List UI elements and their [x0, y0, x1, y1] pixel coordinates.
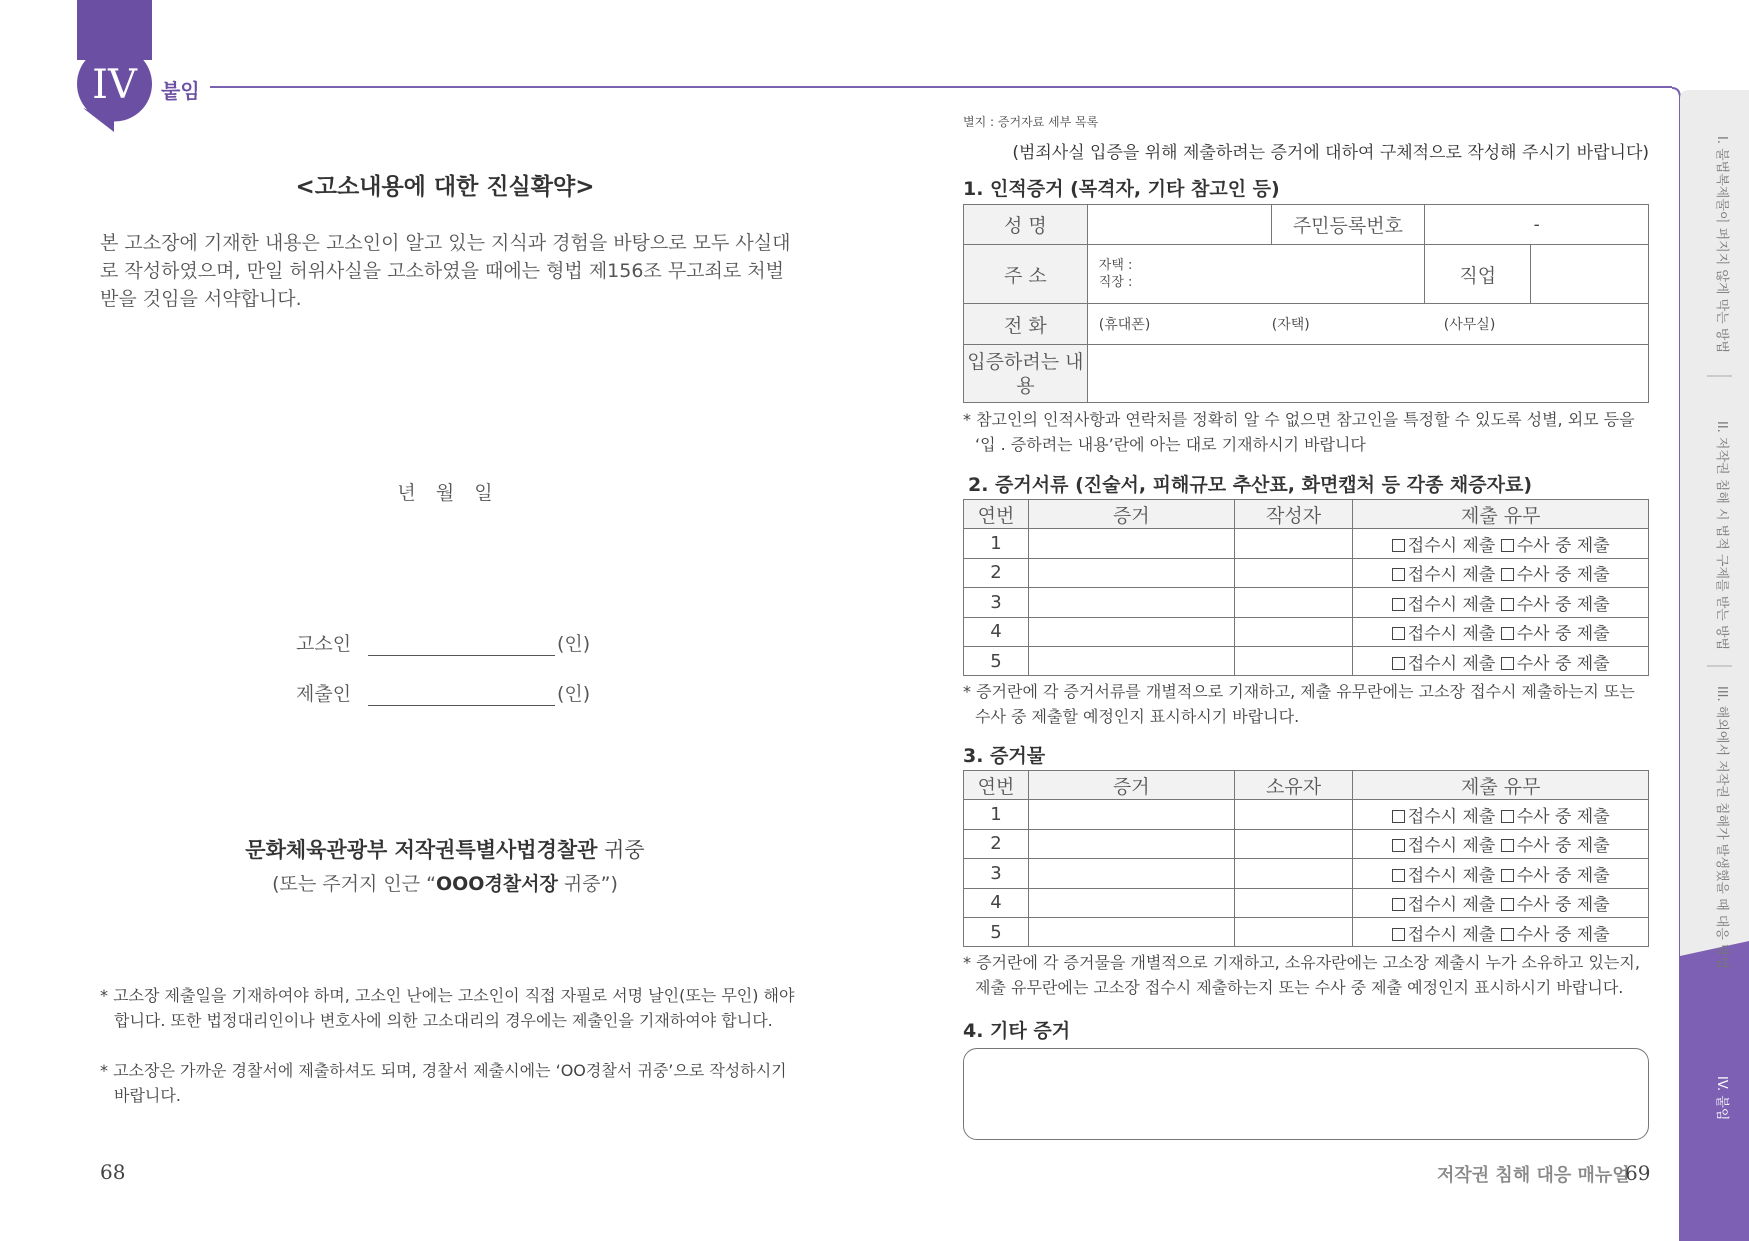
col-header-owner: 소유자	[1234, 771, 1353, 800]
side-tab-4-active: IV. 붙임	[1714, 1076, 1729, 1121]
job-label: 직업	[1425, 245, 1531, 304]
section-2-title: 2. 증거서류 (진술서, 피해규모 추산표, 화면캡처 등 각종 채증자료)	[968, 474, 1533, 496]
checkbox[interactable]	[1501, 657, 1514, 670]
checkbox[interactable]	[1392, 568, 1405, 581]
section-1-note: * 참고인의 인적사항과 연락처를 정확히 알 수 없으면 참고인을 특정할 수 있도록 성별, 외모 등을 ‘입 . 증하려는 내용’란에 아는 대로 기재하시기 바랍니다	[963, 410, 1635, 454]
signer-submitter	[296, 679, 590, 706]
col-header-evidence: 증거	[1028, 500, 1234, 529]
name-field[interactable]	[1087, 205, 1271, 245]
section-1-title: 1. 인적증거 (목격자, 기타 참고인 등)	[963, 178, 1280, 200]
rrn-label: 주민등록번호	[1271, 205, 1425, 245]
section-3-note: * 증거란에 각 증거물을 개별적으로 기재하고, 소유자란에는 고소장 제출시 누가 소유하고 있는지, 제출 유무란에는 고소장 접수시 제출하는지 또는 수사 중 제출 예정인지 표시하시기 바랍니다.	[963, 953, 1640, 997]
pledge-title: <고소내용에 대한 진실확약>	[295, 174, 595, 200]
col-header-submission: 제출 유무	[1353, 500, 1649, 529]
section-2-note: * 증거란에 각 증거서류를 개별적으로 기재하고, 제출 유무란에는 고소장 접수시 제출하는지 또는 수사 중 제출할 예정인지 표시하시기 바랍니다.	[963, 682, 1635, 726]
chapter-label: 붙임	[161, 79, 200, 103]
checkbox[interactable]	[1501, 839, 1514, 852]
checkbox[interactable]	[1392, 928, 1405, 941]
col-header-author: 작성자	[1234, 500, 1353, 529]
phone-label: 전 화	[964, 304, 1088, 345]
other-evidence-box[interactable]	[963, 1048, 1649, 1140]
table-row: 4 접수시 제출 수사 중 제출	[964, 888, 1649, 917]
phone-field[interactable]	[1087, 304, 1648, 345]
checkbox[interactable]	[1501, 539, 1514, 552]
left-note-1: * 고소장 제출일을 기재하여야 하며, 고소인 난에는 고소인이 직접 자필로 서명 날인(또는 무인) 해야 합니다. 또한 법정대리인이나 변호사에 의한 고소대리의 경우에는 제출인을 기재하여야 합니다.	[100, 986, 795, 1030]
recipient-bold: 문화체육관광부 저작권특별사법경찰관	[245, 838, 598, 862]
checkbox[interactable]	[1501, 598, 1514, 611]
checkbox[interactable]	[1501, 568, 1514, 581]
checkbox[interactable]	[1501, 627, 1514, 640]
work-address-label: 직장 :	[1098, 275, 1133, 290]
signature-blank[interactable]	[368, 686, 555, 706]
seal-mark: (인)	[557, 633, 591, 655]
checkbox[interactable]	[1392, 627, 1405, 640]
recipient-line	[100, 834, 790, 864]
table-row: 1 접수시 제출 수사 중 제출	[964, 800, 1649, 829]
header-rule	[210, 86, 1672, 88]
checkbox[interactable]	[1501, 898, 1514, 911]
table-row: 3 접수시 제출 수사 중 제출	[964, 588, 1649, 617]
table-row: 5 접수시 제출 수사 중 제출	[964, 646, 1649, 675]
col-header-evidence: 증거	[1028, 771, 1234, 800]
home-address-label: 자택 :	[1098, 258, 1133, 273]
home-phone-label: (자택)	[1271, 317, 1310, 333]
chapter-badge	[77, 0, 152, 132]
seal-mark: (인)	[557, 683, 591, 705]
footer-title: 저작권 침해 대응 매뉴얼	[1437, 1165, 1630, 1186]
mobile-label: (휴대폰)	[1098, 317, 1151, 333]
address-field[interactable]	[1087, 245, 1425, 304]
side-tab-3: III. 해외에서 저작권 침해가 발생했을 때 대응 방법	[1714, 686, 1729, 970]
checkbox[interactable]	[1392, 898, 1405, 911]
left-note-2: * 고소장은 가까운 경찰서에 제출하셔도 되며, 경찰서 제출시에는 ‘OO경찰서 귀중’으로 작성하시기 바랍니다.	[100, 1061, 787, 1105]
checkbox[interactable]	[1392, 657, 1405, 670]
page-number-right: 69	[1625, 1161, 1651, 1185]
table-row: 4 접수시 제출 수사 중 제출	[964, 617, 1649, 646]
witness-table	[963, 204, 1649, 403]
attachment-label: 별지 : 증거자료 세부 목록	[963, 115, 1099, 129]
side-tab-1: I. 불법복제물이 퍼지지 않게 막는 방법	[1714, 136, 1729, 353]
checkbox[interactable]	[1392, 539, 1405, 552]
recipient-alt-line: (또는 주거지 인근 “OOO경찰서장 귀중”)	[272, 873, 618, 895]
content-label: 입증하려는 내용	[964, 345, 1088, 403]
checkbox[interactable]	[1501, 869, 1514, 882]
checkbox[interactable]	[1392, 598, 1405, 611]
signer-label: 제출인	[296, 683, 352, 705]
table-row: 2 접수시 제출 수사 중 제출	[964, 558, 1649, 587]
table-row: 3 접수시 제출 수사 중 제출	[964, 859, 1649, 888]
side-tab-2: II. 저작권 침해 시 법적 구제를 받는 방법	[1714, 421, 1729, 651]
col-header-no: 연번	[964, 500, 1029, 529]
table-row: 2 접수시 제출 수사 중 제출	[964, 829, 1649, 858]
chapter-numeral: IV	[92, 62, 137, 108]
chapter-tab-bar	[1672, 86, 1749, 1241]
checkbox[interactable]	[1501, 810, 1514, 823]
recipient-suffix: 귀중	[597, 838, 645, 862]
document-evidence-table	[963, 499, 1649, 676]
instruction-text: (범죄사실 입증을 위해 제출하려는 증거에 대하여 구체적으로 작성해 주시기 바랍니다)	[1012, 143, 1649, 163]
signer-complainant	[296, 629, 590, 656]
checkbox[interactable]	[1501, 928, 1514, 941]
col-header-submission: 제출 유무	[1353, 771, 1649, 800]
pledge-body: 본 고소장에 기재한 내용은 고소인이 알고 있는 지식과 경험을 바탕으로 모두 사실대로 작성하였으며, 만일 허위사실을 고소하였을 때에는 형법 제156조 무고죄로 처벌받을 것임을 서약합니다.	[100, 232, 791, 310]
content-field[interactable]	[1087, 345, 1648, 403]
section-3-title: 3. 증거물	[963, 745, 1046, 767]
job-field[interactable]	[1531, 245, 1649, 304]
section-4-title: 4. 기타 증거	[963, 1020, 1071, 1042]
name-label: 성 명	[964, 205, 1088, 245]
signer-label: 고소인	[296, 633, 352, 655]
date-line: 년 월 일	[397, 482, 493, 504]
checkbox[interactable]	[1392, 869, 1405, 882]
table-row: 5 접수시 제출 수사 중 제출	[964, 917, 1649, 946]
office-phone-label: (사무실)	[1443, 317, 1496, 333]
table-row: 1 접수시 제출 수사 중 제출	[964, 529, 1649, 558]
checkbox[interactable]	[1392, 839, 1405, 852]
rrn-field[interactable]: -	[1425, 205, 1649, 245]
col-header-no: 연번	[964, 771, 1029, 800]
page-number-left: 68	[100, 1160, 126, 1184]
checkbox[interactable]	[1392, 810, 1405, 823]
physical-evidence-table	[963, 770, 1649, 947]
signature-blank[interactable]	[368, 636, 555, 656]
address-label: 주 소	[964, 245, 1088, 304]
